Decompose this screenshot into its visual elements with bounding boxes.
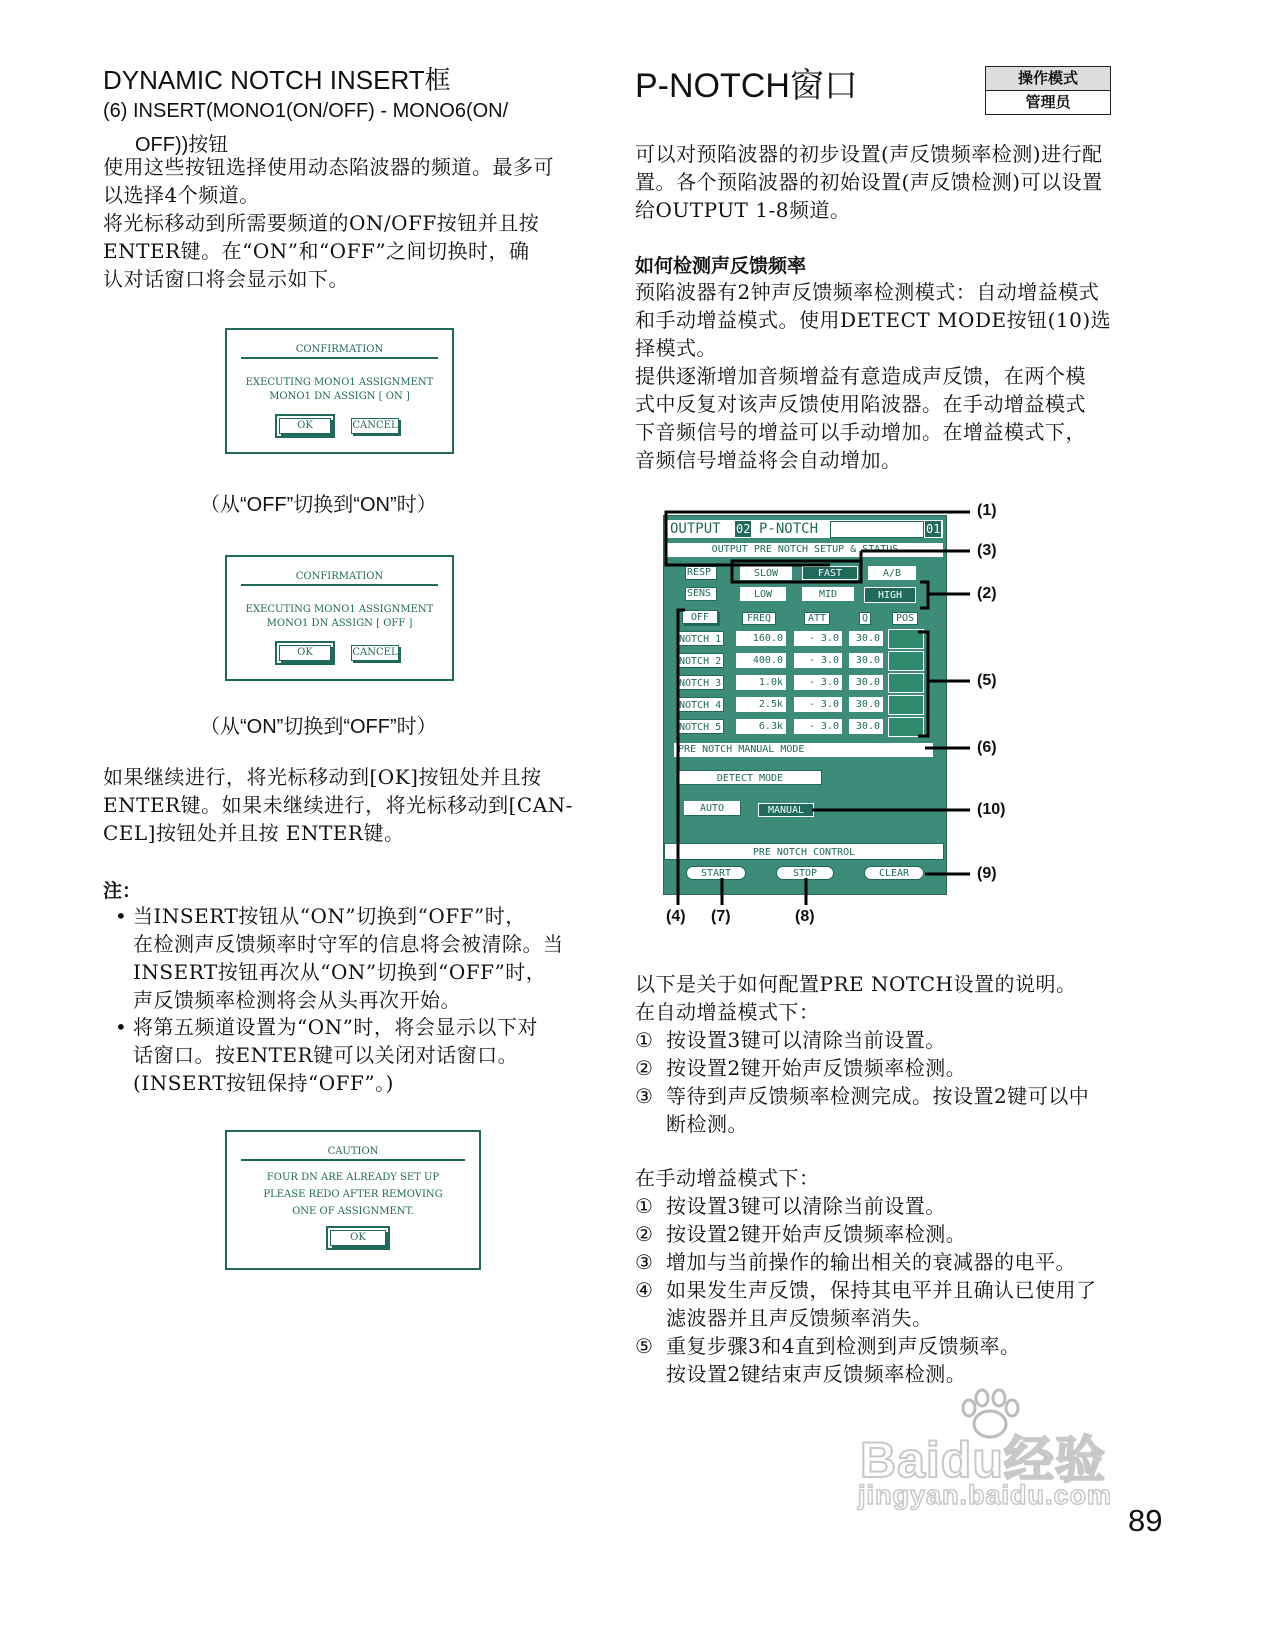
text-line: 提供逐渐增加音频增益有意造成声反馈，在两个模 bbox=[635, 364, 1086, 388]
callout-5: (5) bbox=[977, 672, 997, 689]
text-line: 式中反复对该声反馈使用陷波器。在手动增益模式 bbox=[635, 392, 1086, 416]
step-text: 等待到声反馈频率检测完成。按设置2键可以中 bbox=[666, 1084, 1090, 1108]
text-line: 在检测声反馈频率时守军的信息将会被清除。当 bbox=[133, 932, 564, 956]
watermark-logo: Baidu经验 bbox=[860, 1432, 1106, 1488]
col-header-q: Q bbox=[859, 612, 871, 625]
notch-att[interactable]: - 3.0 bbox=[794, 719, 842, 734]
left-subheading-1: (6) INSERT(MONO1(ON/OFF) - MONO6(ON/ bbox=[103, 100, 509, 122]
manual-intro: 在手动增益模式下： bbox=[635, 1166, 820, 1190]
step-item bbox=[635, 1276, 1115, 1332]
ok-button[interactable]: OK bbox=[279, 645, 331, 661]
steps-intro bbox=[635, 970, 1076, 1026]
sens-low-button[interactable]: LOW bbox=[740, 587, 786, 601]
notch-freq[interactable]: 160.0 bbox=[736, 631, 786, 646]
callout-3: (3) bbox=[977, 542, 997, 559]
note-label: 注： bbox=[103, 881, 142, 902]
step-text: 增加与当前操作的输出相关的衰减器的电平。 bbox=[666, 1250, 1076, 1274]
step-item bbox=[635, 1248, 1115, 1276]
text-line: 声反馈频率检测将会从头再次开始。 bbox=[133, 988, 461, 1012]
text-line: 将第五频道设置为“ON”时，将会显示以下对 bbox=[133, 1015, 538, 1039]
dialog-line: MONO1 DN ASSIGN [ OFF ] bbox=[266, 618, 413, 629]
step-item bbox=[635, 1220, 1115, 1248]
resp-label: RESP bbox=[685, 566, 717, 580]
left-heading: DYNAMIC NOTCH INSERT框 bbox=[103, 65, 451, 95]
step-number: ① bbox=[635, 1028, 654, 1052]
col-header-att: ATT bbox=[804, 612, 830, 625]
notch-att[interactable]: - 3.0 bbox=[794, 653, 842, 668]
ok-button[interactable]: OK bbox=[279, 418, 331, 434]
page-number: 89 bbox=[1128, 1503, 1163, 1538]
notch-freq[interactable]: 400.0 bbox=[736, 653, 786, 668]
text-line: CEL]按钮处并且按 ENTER键。 bbox=[103, 821, 405, 845]
step-number: ② bbox=[635, 1056, 654, 1080]
text-line: 认对话窗口将会显示如下。 bbox=[103, 267, 349, 291]
stop-button[interactable]: STOP bbox=[776, 866, 834, 880]
auto-mode-button[interactable]: AUTO bbox=[684, 801, 740, 815]
sens-label: SENS bbox=[685, 587, 717, 601]
text-line: 置。各个预陷波器的初始设置(声反馈检测)可以设置 bbox=[635, 170, 1103, 194]
text-line: (INSERT按钮保持“OFF”。) bbox=[133, 1071, 394, 1095]
step-item bbox=[635, 1082, 1115, 1138]
dialog-line: EXECUTING MONO1 ASSIGNMENT bbox=[245, 377, 434, 388]
text-line: 以下是关于如何配置PRE NOTCH设置的说明。 bbox=[635, 972, 1077, 996]
dialog-line: PLEASE REDO AFTER REMOVING bbox=[263, 1189, 443, 1200]
insert-off-button[interactable]: OFF bbox=[682, 610, 718, 624]
notch-q[interactable]: 30.0 bbox=[849, 631, 883, 646]
step-text: 按设置3键可以清除当前设置。 bbox=[666, 1028, 946, 1052]
text-line: 预陷波器有2钟声反馈频率检测模式：自动增益模式 bbox=[635, 280, 1100, 304]
step-number: ⑤ bbox=[635, 1334, 654, 1358]
output-label: OUTPUT bbox=[670, 521, 721, 537]
step-text: 按设置2键结束声反馈频率检测。 bbox=[666, 1362, 967, 1386]
col-header-freq: FREQ bbox=[742, 612, 776, 625]
step-number: ② bbox=[635, 1222, 654, 1246]
mode-value: 管理员 bbox=[1025, 94, 1071, 111]
resp-slow-button[interactable]: SLOW bbox=[740, 566, 792, 580]
caption-off-to-on: （从“OFF”切换到“ON”时） bbox=[200, 494, 437, 516]
step-text: 如果发生声反馈，保持其电平并且确认已使用了 bbox=[666, 1278, 1097, 1302]
text-line: 当INSERT按钮从“ON”切换到“OFF”时， bbox=[133, 904, 526, 928]
step-item bbox=[635, 1332, 1115, 1388]
note-bullet-1: • bbox=[115, 904, 128, 928]
callout-9: (9) bbox=[977, 865, 997, 882]
text-line: 给OUTPUT 1-8频道。 bbox=[635, 198, 851, 222]
text-line: ENTER键。如果未继续进行，将光标移动到[CAN- bbox=[103, 793, 573, 817]
clear-button[interactable]: CLEAR bbox=[864, 866, 924, 880]
left-subheading-2: OFF))按钮 bbox=[135, 134, 229, 156]
resp-fast-button[interactable]: FAST bbox=[802, 566, 858, 580]
notch-att[interactable]: - 3.0 bbox=[794, 675, 842, 690]
manual-mode-label: PRE NOTCH MANUAL MODE bbox=[674, 743, 933, 757]
dialog-line: MONO1 DN ASSIGN [ ON ] bbox=[269, 391, 410, 402]
sens-high-button[interactable]: HIGH bbox=[864, 587, 916, 603]
manual-mode-button[interactable]: MANUAL bbox=[758, 803, 814, 817]
notch-q[interactable]: 30.0 bbox=[849, 653, 883, 668]
notch-freq[interactable]: 2.5k bbox=[736, 697, 786, 712]
notch-label: NOTCH 2 bbox=[677, 653, 724, 668]
callout-7: (7) bbox=[711, 908, 731, 925]
step-number: ④ bbox=[635, 1278, 654, 1302]
notch-label: NOTCH 5 bbox=[677, 719, 724, 734]
text-line: 将光标移动到所需要频道的ON/OFF按钮并且按 bbox=[103, 211, 540, 235]
callout-4: (4) bbox=[666, 908, 686, 925]
dialog-title: CAUTION bbox=[241, 1146, 465, 1161]
step-item bbox=[635, 1054, 1115, 1082]
notch-q[interactable]: 30.0 bbox=[849, 675, 883, 690]
detect-mode-label: DETECT MODE bbox=[678, 770, 822, 785]
caption-on-to-off: （从“ON”切换到“OFF”时） bbox=[200, 716, 437, 738]
step-item bbox=[635, 1192, 1115, 1220]
step-item bbox=[635, 1026, 1115, 1054]
notch-q[interactable]: 30.0 bbox=[849, 697, 883, 712]
step-number: ③ bbox=[635, 1250, 654, 1274]
text-line: 话窗口。按ENTER键可以关闭对话窗口。 bbox=[133, 1043, 519, 1067]
ok-button[interactable]: OK bbox=[330, 1230, 386, 1246]
callout-10: (10) bbox=[977, 801, 1006, 818]
callout-1: (1) bbox=[977, 502, 997, 519]
step-text: 断检测。 bbox=[666, 1112, 748, 1136]
start-button[interactable]: START bbox=[686, 866, 746, 880]
control-title: PRE NOTCH CONTROL bbox=[664, 843, 944, 860]
watermark-url: jingyan.baidu.com bbox=[858, 1480, 1113, 1510]
dialog-line: EXECUTING MONO1 ASSIGNMENT bbox=[245, 604, 434, 615]
callout-8: (8) bbox=[795, 908, 815, 925]
manual-steps bbox=[635, 1192, 1115, 1388]
callout-6: (6) bbox=[977, 739, 997, 756]
text-line: 可以对预陷波器的初步设置(声反馈频率检测)进行配 bbox=[635, 142, 1103, 166]
mode-label: 操作模式 bbox=[986, 67, 1110, 91]
text-line: 以选择4个频道。 bbox=[103, 183, 260, 207]
notch-att[interactable]: - 3.0 bbox=[794, 631, 842, 646]
section-title: OUTPUT PRE NOTCH SETUP & STATUS bbox=[667, 543, 943, 557]
notch-label: NOTCH 1 bbox=[677, 631, 724, 646]
cancel-button[interactable]: CANCEL bbox=[351, 645, 399, 661]
text-line: 和手动增益模式。使用DETECT MODE按钮(10)选 bbox=[635, 308, 1112, 332]
step-text: 重复步骤3和4直到检测到声反馈频率。 bbox=[666, 1334, 1021, 1358]
text-line: 如果继续进行，将光标移动到[OK]按钮处并且按 bbox=[103, 765, 542, 789]
dialog-line: FOUR DN ARE ALREADY SET UP bbox=[266, 1172, 440, 1183]
step-number: ③ bbox=[635, 1084, 654, 1108]
sens-mid-button[interactable]: MID bbox=[802, 587, 854, 601]
step-text: 滤波器并且声反馈频率消失。 bbox=[666, 1306, 933, 1330]
notch-freq[interactable]: 1.0k bbox=[736, 675, 786, 690]
text-line: ENTER键。在“ON”和“OFF”之间切换时，确 bbox=[103, 239, 530, 263]
cancel-button[interactable]: CANCEL bbox=[351, 418, 399, 434]
col-header-pos: POS bbox=[892, 612, 918, 625]
right-heading: P-NOTCH窗口 bbox=[635, 67, 858, 105]
window-name: P-NOTCH bbox=[759, 521, 819, 537]
callout-2: (2) bbox=[977, 585, 997, 602]
text-line: 下音频信号的增益可以手动增加。在增益模式下， bbox=[635, 420, 1086, 444]
note-bullet-2: • bbox=[115, 1015, 128, 1039]
dialog-title: CONFIRMATION bbox=[241, 571, 438, 586]
output-number[interactable]: 02 bbox=[736, 522, 751, 536]
step-text: 按设置2键开始声反馈频率检测。 bbox=[666, 1222, 967, 1246]
text-line: INSERT按钮再次从“ON”切换到“OFF”时， bbox=[133, 960, 547, 984]
text-line: 音频信号增益将会自动增加。 bbox=[635, 448, 902, 472]
resp-ab-button[interactable]: A/B bbox=[868, 566, 916, 580]
right-subheading: 如何检测声反馈频率 bbox=[635, 256, 807, 277]
notch-att[interactable]: - 3.0 bbox=[794, 697, 842, 712]
step-text: 按设置2键开始声反馈频率检测。 bbox=[666, 1056, 967, 1080]
page-number-indicator: 01 bbox=[926, 522, 941, 536]
dialog-title: CONFIRMATION bbox=[241, 344, 438, 359]
text-line: 使用这些按钮选择使用动态陷波器的频道。最多可 bbox=[103, 155, 554, 179]
notch-q[interactable]: 30.0 bbox=[849, 719, 883, 734]
step-number: ① bbox=[635, 1194, 654, 1218]
step-text: 按设置3键可以清除当前设置。 bbox=[666, 1194, 946, 1218]
notch-label: NOTCH 4 bbox=[677, 697, 724, 712]
notch-freq[interactable]: 6.3k bbox=[736, 719, 786, 734]
notch-label: NOTCH 3 bbox=[677, 675, 724, 690]
auto-steps bbox=[635, 1026, 1115, 1138]
text-line: 择模式。 bbox=[635, 336, 717, 360]
dialog-line: ONE OF ASSIGNMENT. bbox=[292, 1206, 414, 1217]
text-line: 在自动增益模式下： bbox=[635, 1000, 820, 1024]
